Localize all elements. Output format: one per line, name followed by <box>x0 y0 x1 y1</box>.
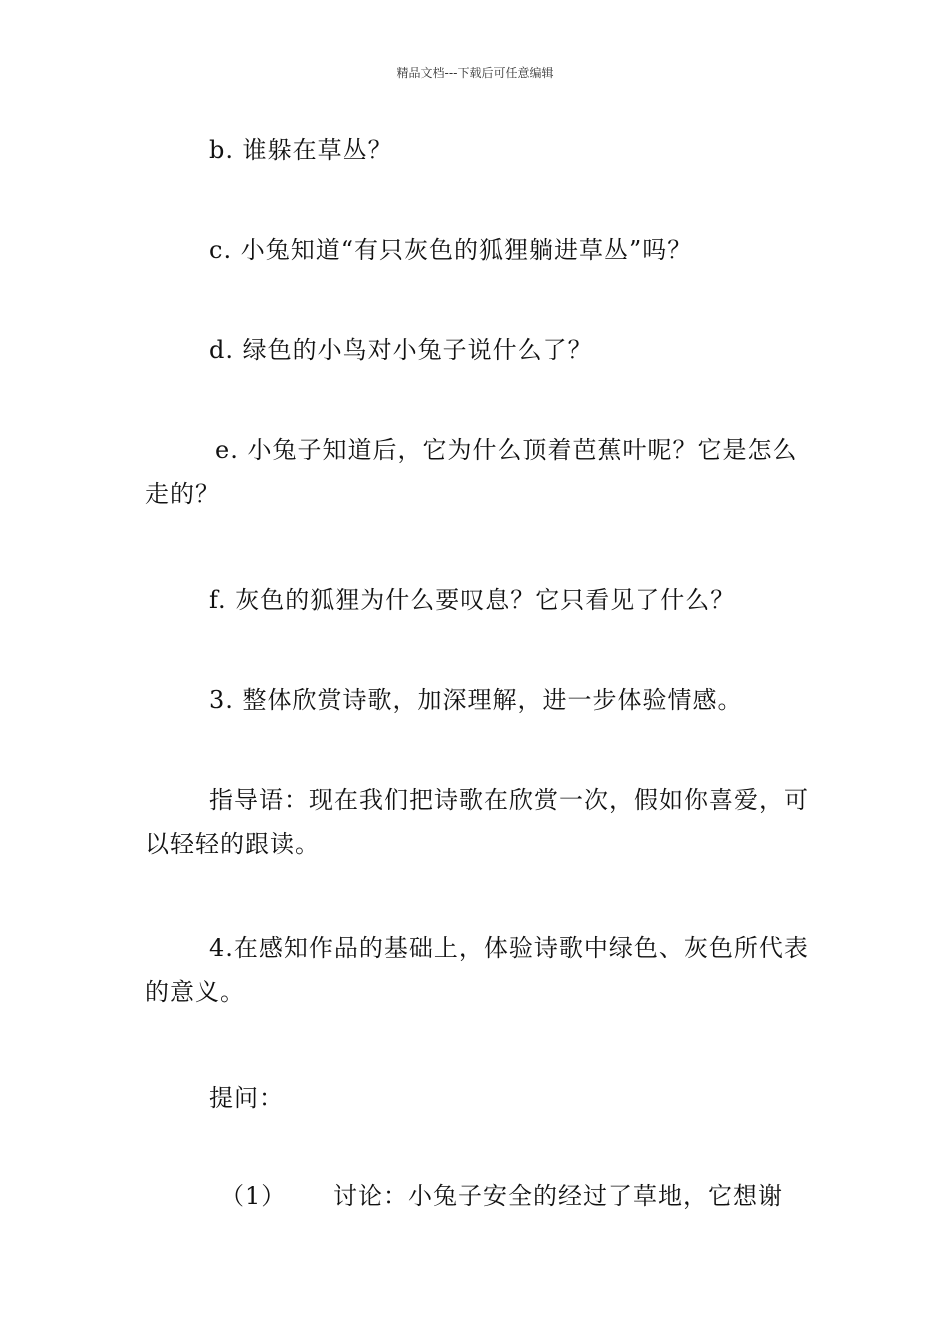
step-3-paragraph: 3. 整体欣赏诗歌，加深理解，进一步体验情感。 <box>209 686 743 714</box>
question-label: 提问： <box>209 1084 284 1112</box>
page-header: 精品文档---下载后可任意编辑 <box>396 66 554 80</box>
question-c: c. 小兔知道“有只灰色的狐狸躺进草丛”吗？ <box>209 236 693 264</box>
question-e: e. 小兔子知道后，它为什么顶着芭蕉叶呢？它是怎么走的？ <box>145 436 798 508</box>
question-b: b. 谁躲在草丛？ <box>209 136 393 164</box>
step-4-paragraph: 4.在感知作品的基础上，体验诗歌中绿色、灰色所代表的意义。 <box>145 934 809 1006</box>
item-text: 讨论：小兔子安全的经过了草地，它想谢 <box>333 1182 783 1210</box>
question-f: f. 灰色的狐狸为什么要叹息？它只看见了什么？ <box>209 586 736 614</box>
item-number: （1） <box>220 1182 287 1210</box>
question-d: d. 绿色的小鸟对小兔子说什么了？ <box>209 336 593 364</box>
guide-paragraph: 指导语：现在我们把诗歌在欣赏一次，假如你喜爱，可以轻轻的跟读。 <box>145 786 809 858</box>
